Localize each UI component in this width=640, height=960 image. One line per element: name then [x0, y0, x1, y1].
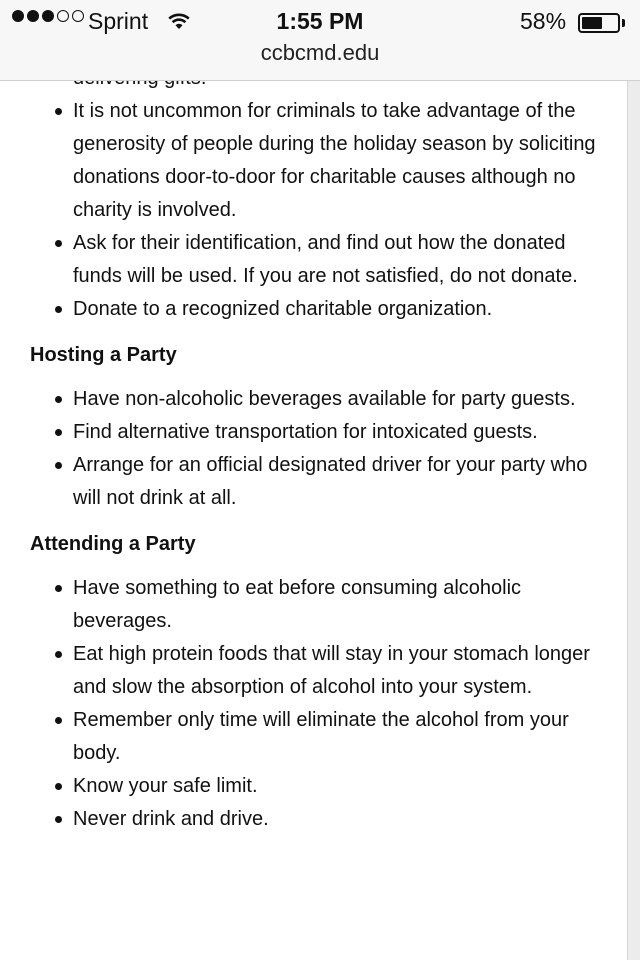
list-item: Know your safe limit.: [73, 770, 608, 803]
list-item: Remember only time will eliminate the alcohol from your body.: [73, 704, 608, 770]
battery-percent: 58%: [520, 8, 567, 34]
list-item: Have something to eat before consuming alcoholic beverages.: [73, 572, 608, 638]
battery-icon: [578, 13, 620, 33]
status-bar: [0, 0, 640, 81]
section-heading-hosting: Hosting a Party: [30, 344, 177, 366]
list-item: It is not uncommon for criminals to take advantage of the generosity of people during the holiday season by soliciting donations door-to-door for charitable causes although no charity is involved.: [73, 95, 608, 227]
section-heading-attending: Attending a Party: [30, 533, 196, 555]
scrollbar[interactable]: [627, 80, 640, 960]
list-item: Ask for their identification, and find out how the donated funds will be used. If you are not satisfied, do not donate.: [73, 227, 608, 293]
attending-list: [0, 572, 628, 836]
list-item: Donate to a recognized charitable organization.: [73, 293, 608, 326]
hosting-list: [0, 383, 628, 515]
list-item: Never drink and drive.: [73, 803, 608, 836]
list-item: Arrange for an official designated driver for your party who will not drink at all.: [73, 449, 608, 515]
address-bar-url[interactable]: ccbcmd.edu: [260, 40, 380, 65]
list-item: Find alternative transportation for intoxicated guests.: [73, 416, 608, 449]
list-item: Eat high protein foods that will stay in your stomach longer and slow the absorption of alcohol into your system.: [73, 638, 608, 704]
carrier-name: Sprint: [88, 8, 149, 34]
clock: 1:55 PM: [276, 8, 364, 34]
battery-tip: [622, 19, 625, 27]
intro-list: [0, 62, 628, 326]
battery-fill: [582, 17, 602, 29]
list-item: Have non-alcoholic beverages available for party guests.: [73, 383, 608, 416]
status-row: [0, 4, 640, 38]
page-content: [0, 62, 628, 960]
